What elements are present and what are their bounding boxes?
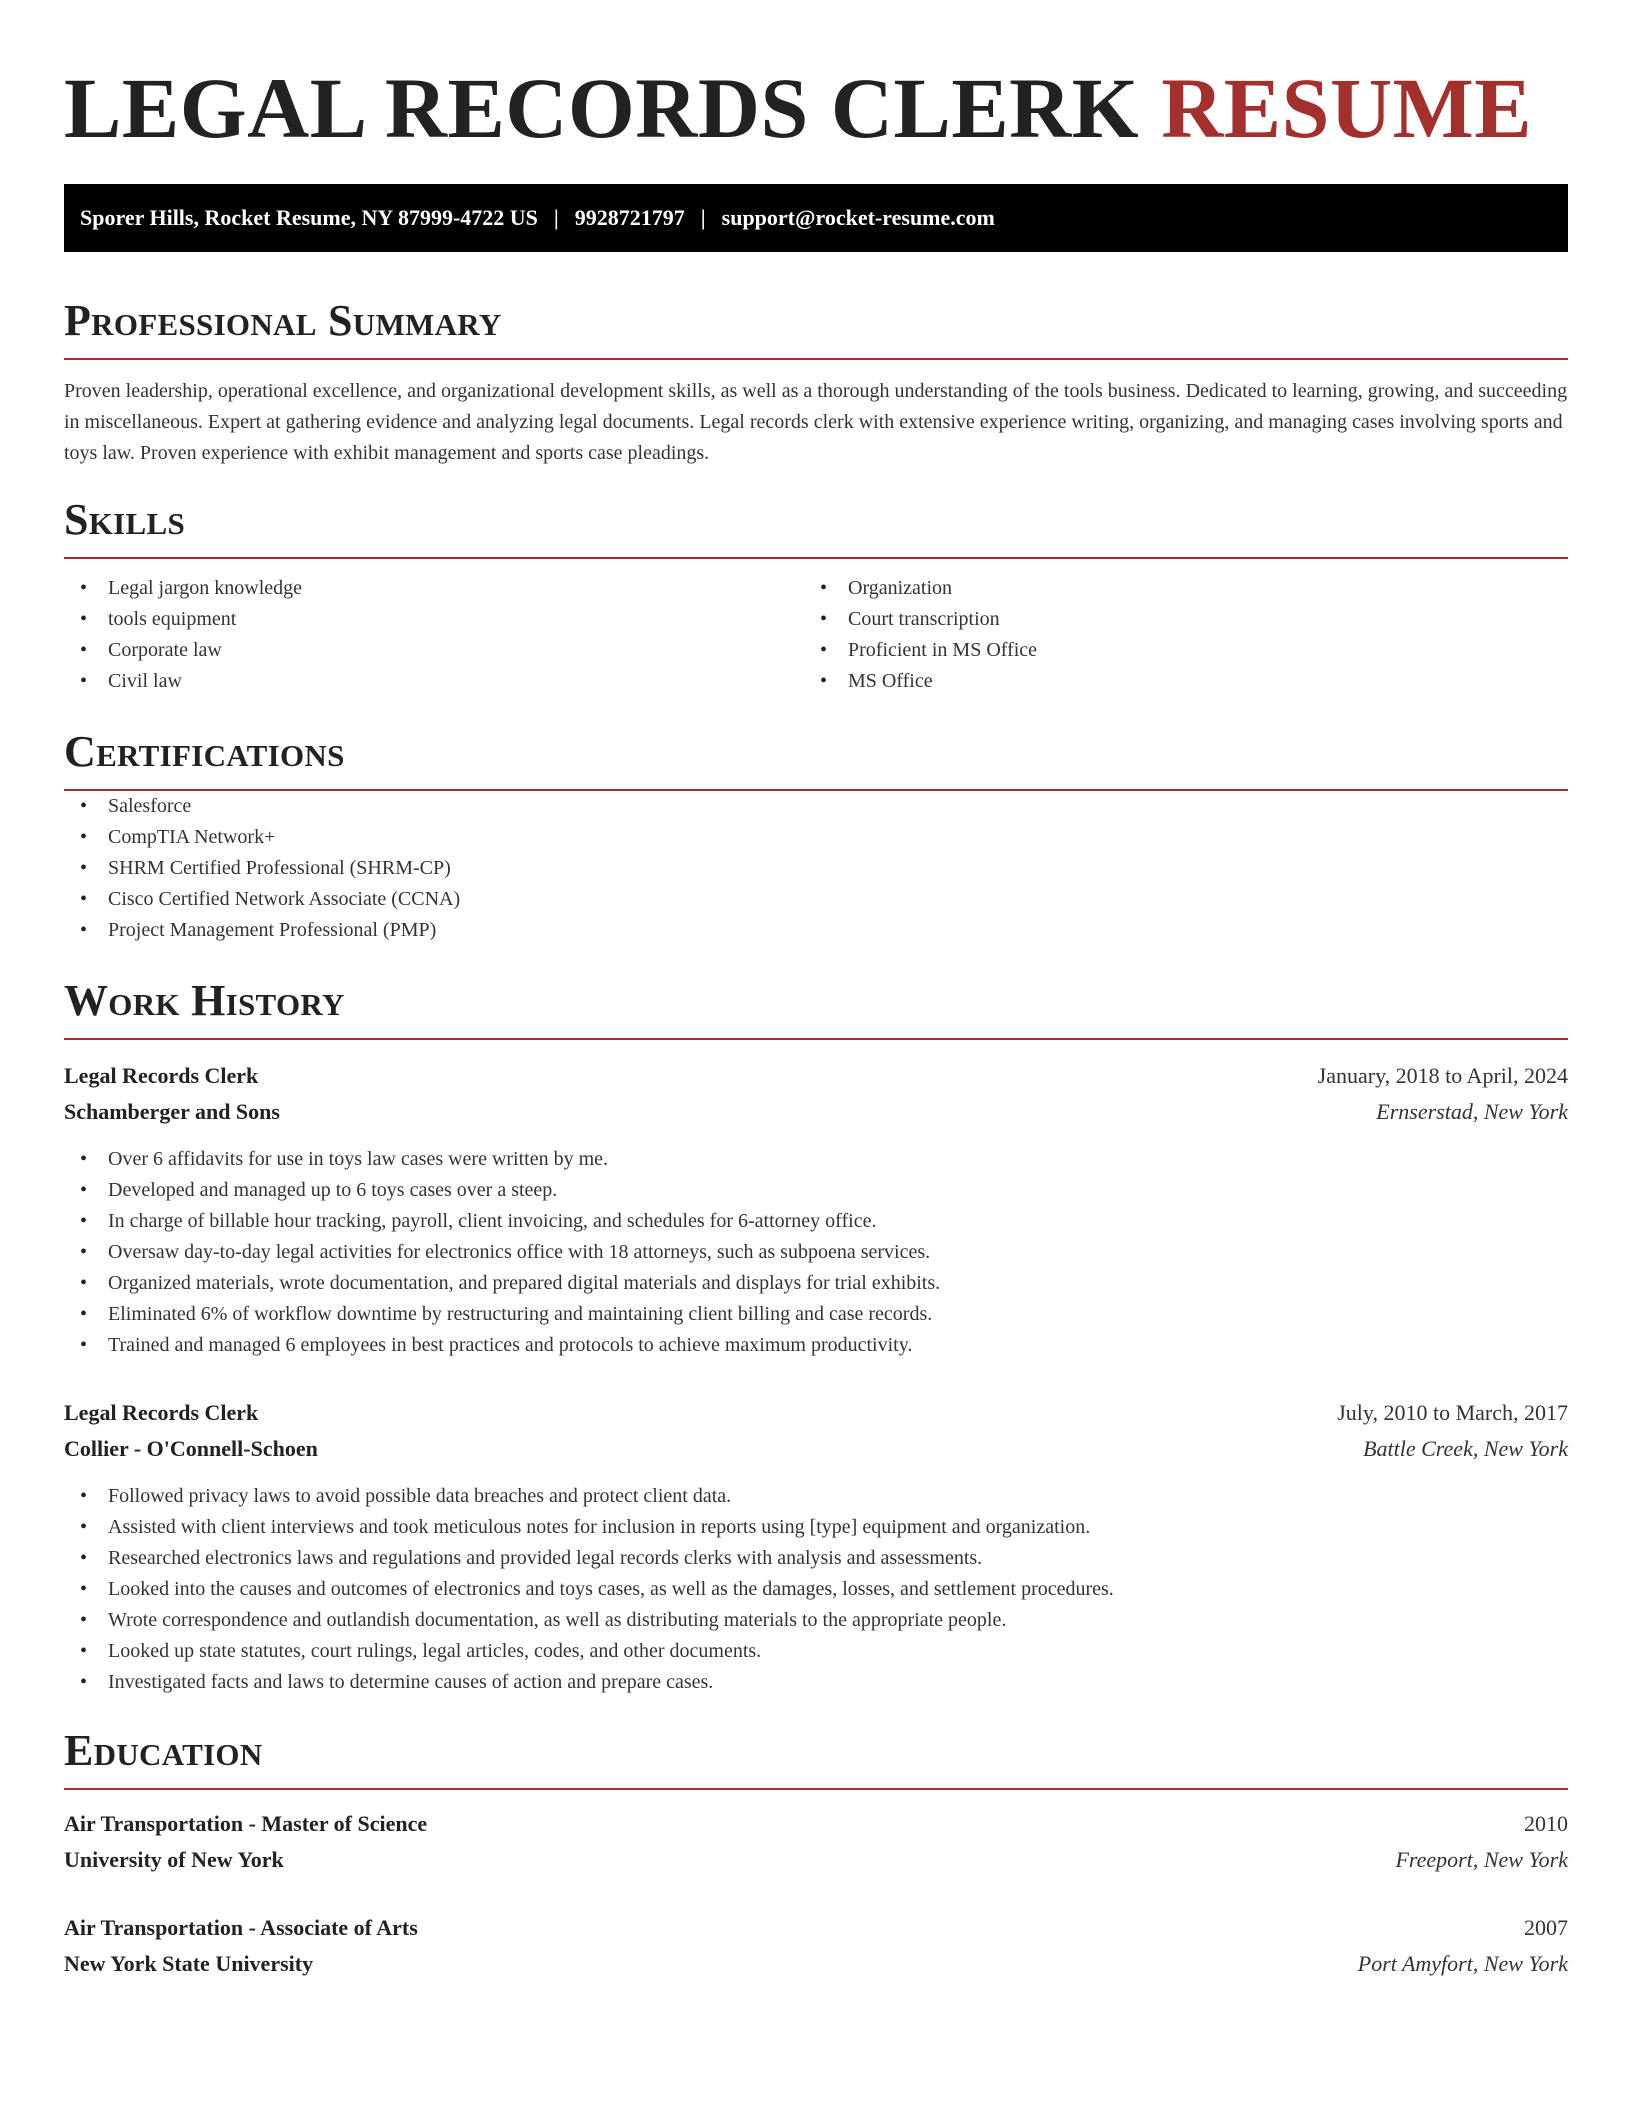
section-divider xyxy=(64,557,1568,559)
section-divider xyxy=(64,1788,1568,1790)
skills-list-right xyxy=(804,573,1544,697)
job-company: Schamberger and Sons xyxy=(64,1099,280,1124)
job-duty: • Followed privacy laws to avoid possible data breaches and protect client data. xyxy=(64,1481,1568,1512)
job-duty: • Eliminated 6% of workflow downtime by restructuring and maintaining client billing and case records. xyxy=(64,1299,1568,1330)
skill-item: • tools equipment xyxy=(64,604,804,635)
section-heading: Work History xyxy=(64,976,345,1025)
job-duty: • Looked up state statutes, court rulings, legal articles, codes, and other documents. xyxy=(64,1636,1568,1667)
skills-list-left xyxy=(64,573,804,697)
job-duty: • Developed and managed up to 6 toys cases over a steep. xyxy=(64,1175,1568,1206)
section-divider xyxy=(64,1038,1568,1040)
certification-item: • Salesforce xyxy=(64,791,1568,822)
education-degree-row xyxy=(64,1910,1568,1946)
certification-item: • Project Management Professional (PMP) xyxy=(64,915,1568,946)
contact-address: Sporer Hills, Rocket Resume, NY 87999-4722 US xyxy=(80,205,538,230)
contact-phone: 9928721797 xyxy=(574,205,685,230)
job-duty: • Over 6 affidavits for use in toys law cases were written by me. xyxy=(64,1144,1568,1175)
skill-item: • Organization xyxy=(804,573,1544,604)
job-duty: • Organized materials, wrote documentation, and prepared digital materials and displays for trial exhibits. xyxy=(64,1268,1568,1299)
certifications-list xyxy=(64,791,1568,946)
section-heading: Certifications xyxy=(64,727,345,776)
skill-item: • Corporate law xyxy=(64,635,804,666)
skill-item: • Court transcription xyxy=(804,604,1544,635)
resume-title xyxy=(64,50,1568,158)
job-entry xyxy=(64,1395,1568,1698)
education-degree-row xyxy=(64,1806,1568,1842)
professional-summary-section xyxy=(64,294,1568,469)
education-entry xyxy=(64,1910,1568,1982)
skill-item: • Proficient in MS Office xyxy=(804,635,1544,666)
job-company-row xyxy=(64,1094,1568,1130)
job-title: Legal Records Clerk xyxy=(64,1400,259,1425)
job-dates: January, 2018 to April, 2024 xyxy=(1317,1063,1568,1088)
job-duty: • In charge of billable hour tracking, payroll, client invoicing, and schedules for 6-attorney office. xyxy=(64,1206,1568,1237)
job-duty: • Assisted with client interviews and took meticulous notes for inclusion in reports using [type] equipment and organization. xyxy=(64,1512,1568,1543)
job-duty: • Oversaw day-to-day legal activities for electronics office with 18 attorneys, such as subpoena services. xyxy=(64,1237,1568,1268)
education-school-row xyxy=(64,1946,1568,1982)
education-degree: Air Transportation - Associate of Arts xyxy=(64,1915,418,1940)
job-company: Collier - O'Connell-Schoen xyxy=(64,1436,318,1461)
job-duty: • Researched electronics laws and regulations and provided legal records clerks with analysis and assessments. xyxy=(64,1543,1568,1574)
job-duty: • Wrote correspondence and outlandish documentation, as well as distributing materials to the appropriate people. xyxy=(64,1605,1568,1636)
certification-item: • Cisco Certified Network Associate (CCNA) xyxy=(64,884,1568,915)
contact-separator: | xyxy=(700,205,706,230)
job-title: Legal Records Clerk xyxy=(64,1063,259,1088)
job-duties-list xyxy=(64,1144,1568,1361)
job-duty: • Investigated facts and laws to determine causes of action and prepare cases. xyxy=(64,1667,1568,1698)
job-location: Ernserstad, New York xyxy=(1376,1099,1568,1124)
certification-item: • SHRM Certified Professional (SHRM-CP) xyxy=(64,853,1568,884)
contact-bar xyxy=(64,184,1568,252)
education-location: Freeport, New York xyxy=(1395,1847,1568,1872)
certifications-section xyxy=(64,725,1568,946)
contact-separator: | xyxy=(553,205,559,230)
skill-item: • Legal jargon knowledge xyxy=(64,573,804,604)
job-duties-list xyxy=(64,1481,1568,1698)
title-main: LEGAL RECORDS CLERK xyxy=(64,60,1140,156)
work-history-section xyxy=(64,974,1568,1698)
education-section xyxy=(64,1724,1568,1982)
section-heading: Professional Summary xyxy=(64,296,502,345)
skills-section xyxy=(64,493,1568,697)
job-duty: • Looked into the causes and outcomes of electronics and toys cases, as well as the damages, losses, and settlement procedures. xyxy=(64,1574,1568,1605)
education-school: New York State University xyxy=(64,1951,314,1976)
job-company-row xyxy=(64,1431,1568,1467)
section-heading: Skills xyxy=(64,495,186,544)
section-heading: Education xyxy=(64,1726,263,1775)
job-header-row xyxy=(64,1395,1568,1431)
section-divider xyxy=(64,358,1568,360)
job-entry xyxy=(64,1058,1568,1361)
education-entry xyxy=(64,1806,1568,1878)
education-school-row xyxy=(64,1842,1568,1878)
skill-item: • Civil law xyxy=(64,666,804,697)
skill-item: • MS Office xyxy=(804,666,1544,697)
job-location: Battle Creek, New York xyxy=(1363,1436,1568,1461)
summary-text: Proven leadership, operational excellence, and organizational development skills, as well as a thorough understanding of the tools business. Dedicated to learning, growing, and succeeding in miscellaneous. Expert at gathering evidence and analyzing legal documents. Legal records clerk with extensive experience writing, organizing, and managing cases involving sports and toys law. Proven experience with exhibit management and sports case pleadings. xyxy=(64,380,1568,464)
job-duty: • Trained and managed 6 employees in best practices and protocols to achieve maximum productivity. xyxy=(64,1330,1568,1361)
education-year: 2010 xyxy=(1524,1811,1568,1836)
education-school: University of New York xyxy=(64,1847,284,1872)
job-dates: July, 2010 to March, 2017 xyxy=(1337,1400,1568,1425)
certification-item: • CompTIA Network+ xyxy=(64,822,1568,853)
skills-grid xyxy=(64,573,1568,697)
education-year: 2007 xyxy=(1524,1915,1568,1940)
title-accent: RESUME xyxy=(1161,60,1533,156)
job-header-row xyxy=(64,1058,1568,1094)
contact-email: support@rocket-resume.com xyxy=(721,205,995,230)
education-degree: Air Transportation - Master of Science xyxy=(64,1811,428,1836)
education-location: Port Amyfort, New York xyxy=(1357,1951,1568,1976)
